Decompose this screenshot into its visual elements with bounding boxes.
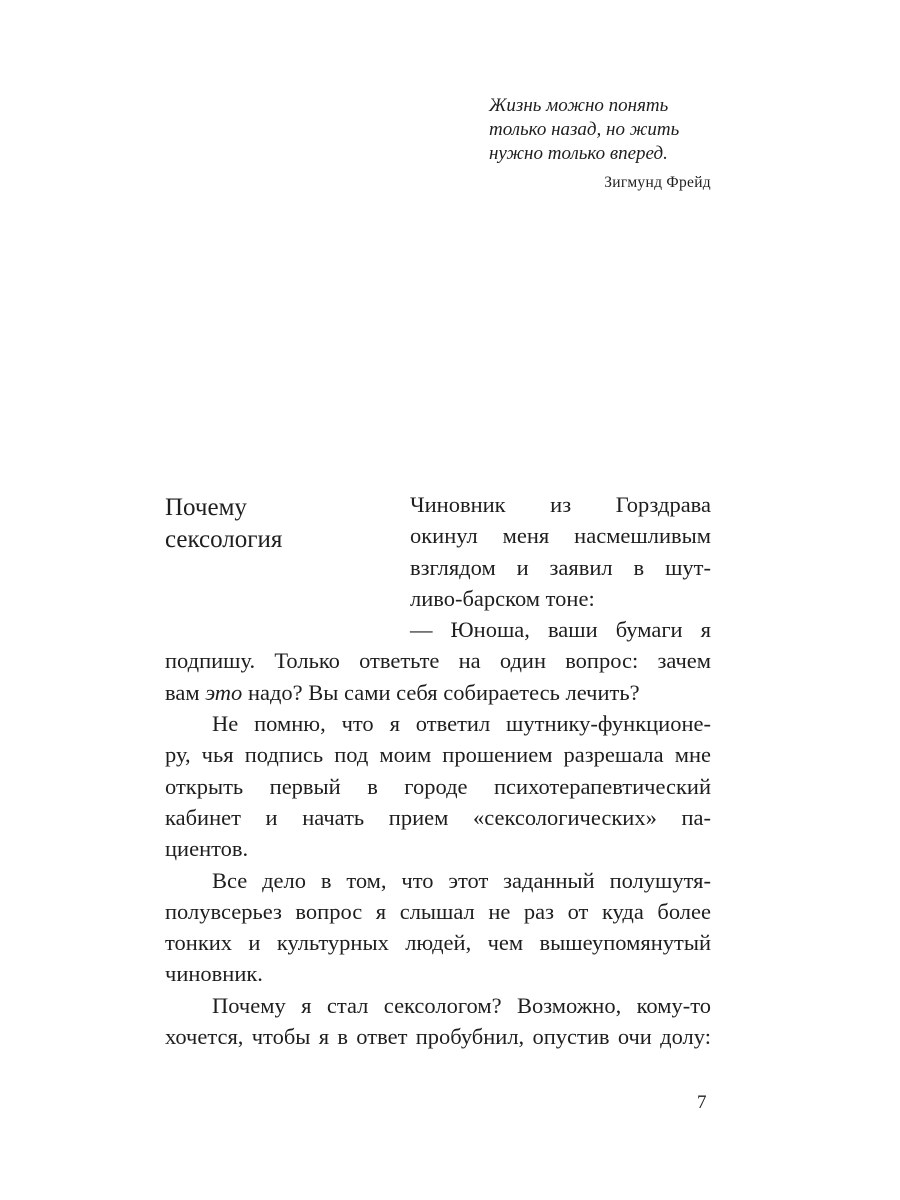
emphasis: это: [205, 679, 243, 705]
epigraph-author: Зигмунд Фрейд: [604, 174, 711, 191]
text-line: взглядом и заявил в шут-: [410, 554, 711, 580]
section-heading-line: сексология: [165, 525, 283, 553]
text-line: окинул меня насмешливым: [410, 523, 711, 549]
text-run: вам: [165, 679, 206, 705]
epigraph-line: Жизнь можно понять: [489, 95, 669, 116]
text-line: чиновник.: [165, 961, 263, 987]
epigraph: [489, 94, 711, 166]
epigraph-line: только назад, но жить: [489, 119, 680, 140]
epigraph-line: нужно только вперед.: [489, 143, 668, 164]
text-line: Чиновник из Горздрава: [410, 492, 711, 517]
text-line: Почему я стал сексологом? Возможно, кому-то: [212, 992, 711, 1018]
text-line: хочется, чтобы я в ответ пробубнил, опустив очи долу:: [165, 1024, 711, 1050]
text-line: подпишу. Только ответьте на один вопрос: зачем: [165, 648, 711, 674]
text-line: кабинет и начать прием «сексологических» па-: [165, 804, 711, 830]
text-line: полувсерьез вопрос я слышал не раз от куда более: [165, 898, 711, 924]
text-line: ру, чья подпись под моим прошением разрешала мне: [165, 742, 711, 768]
text-line: [165, 677, 711, 708]
section-heading-line: Почему: [165, 494, 247, 521]
text-line: открыть первый в городе психотерапевтический: [165, 773, 711, 799]
text-line: циентов.: [165, 836, 249, 862]
body-text: [165, 489, 711, 1052]
text-run: надо? Вы сами себя собираетесь лечить?: [242, 679, 640, 705]
page-number: 7: [697, 1092, 707, 1113]
text-line: тонких и культурных людей, чем вышеупомянутый: [165, 930, 711, 956]
text-line: Не помню, что я ответил шутнику-функционе-: [212, 711, 711, 737]
text-line: ливо-барском тоне:: [410, 585, 595, 611]
text-line: — Юноша, ваши бумаги я: [410, 617, 711, 643]
text-line: Все дело в том, что этот заданный полушутя-: [212, 867, 711, 893]
